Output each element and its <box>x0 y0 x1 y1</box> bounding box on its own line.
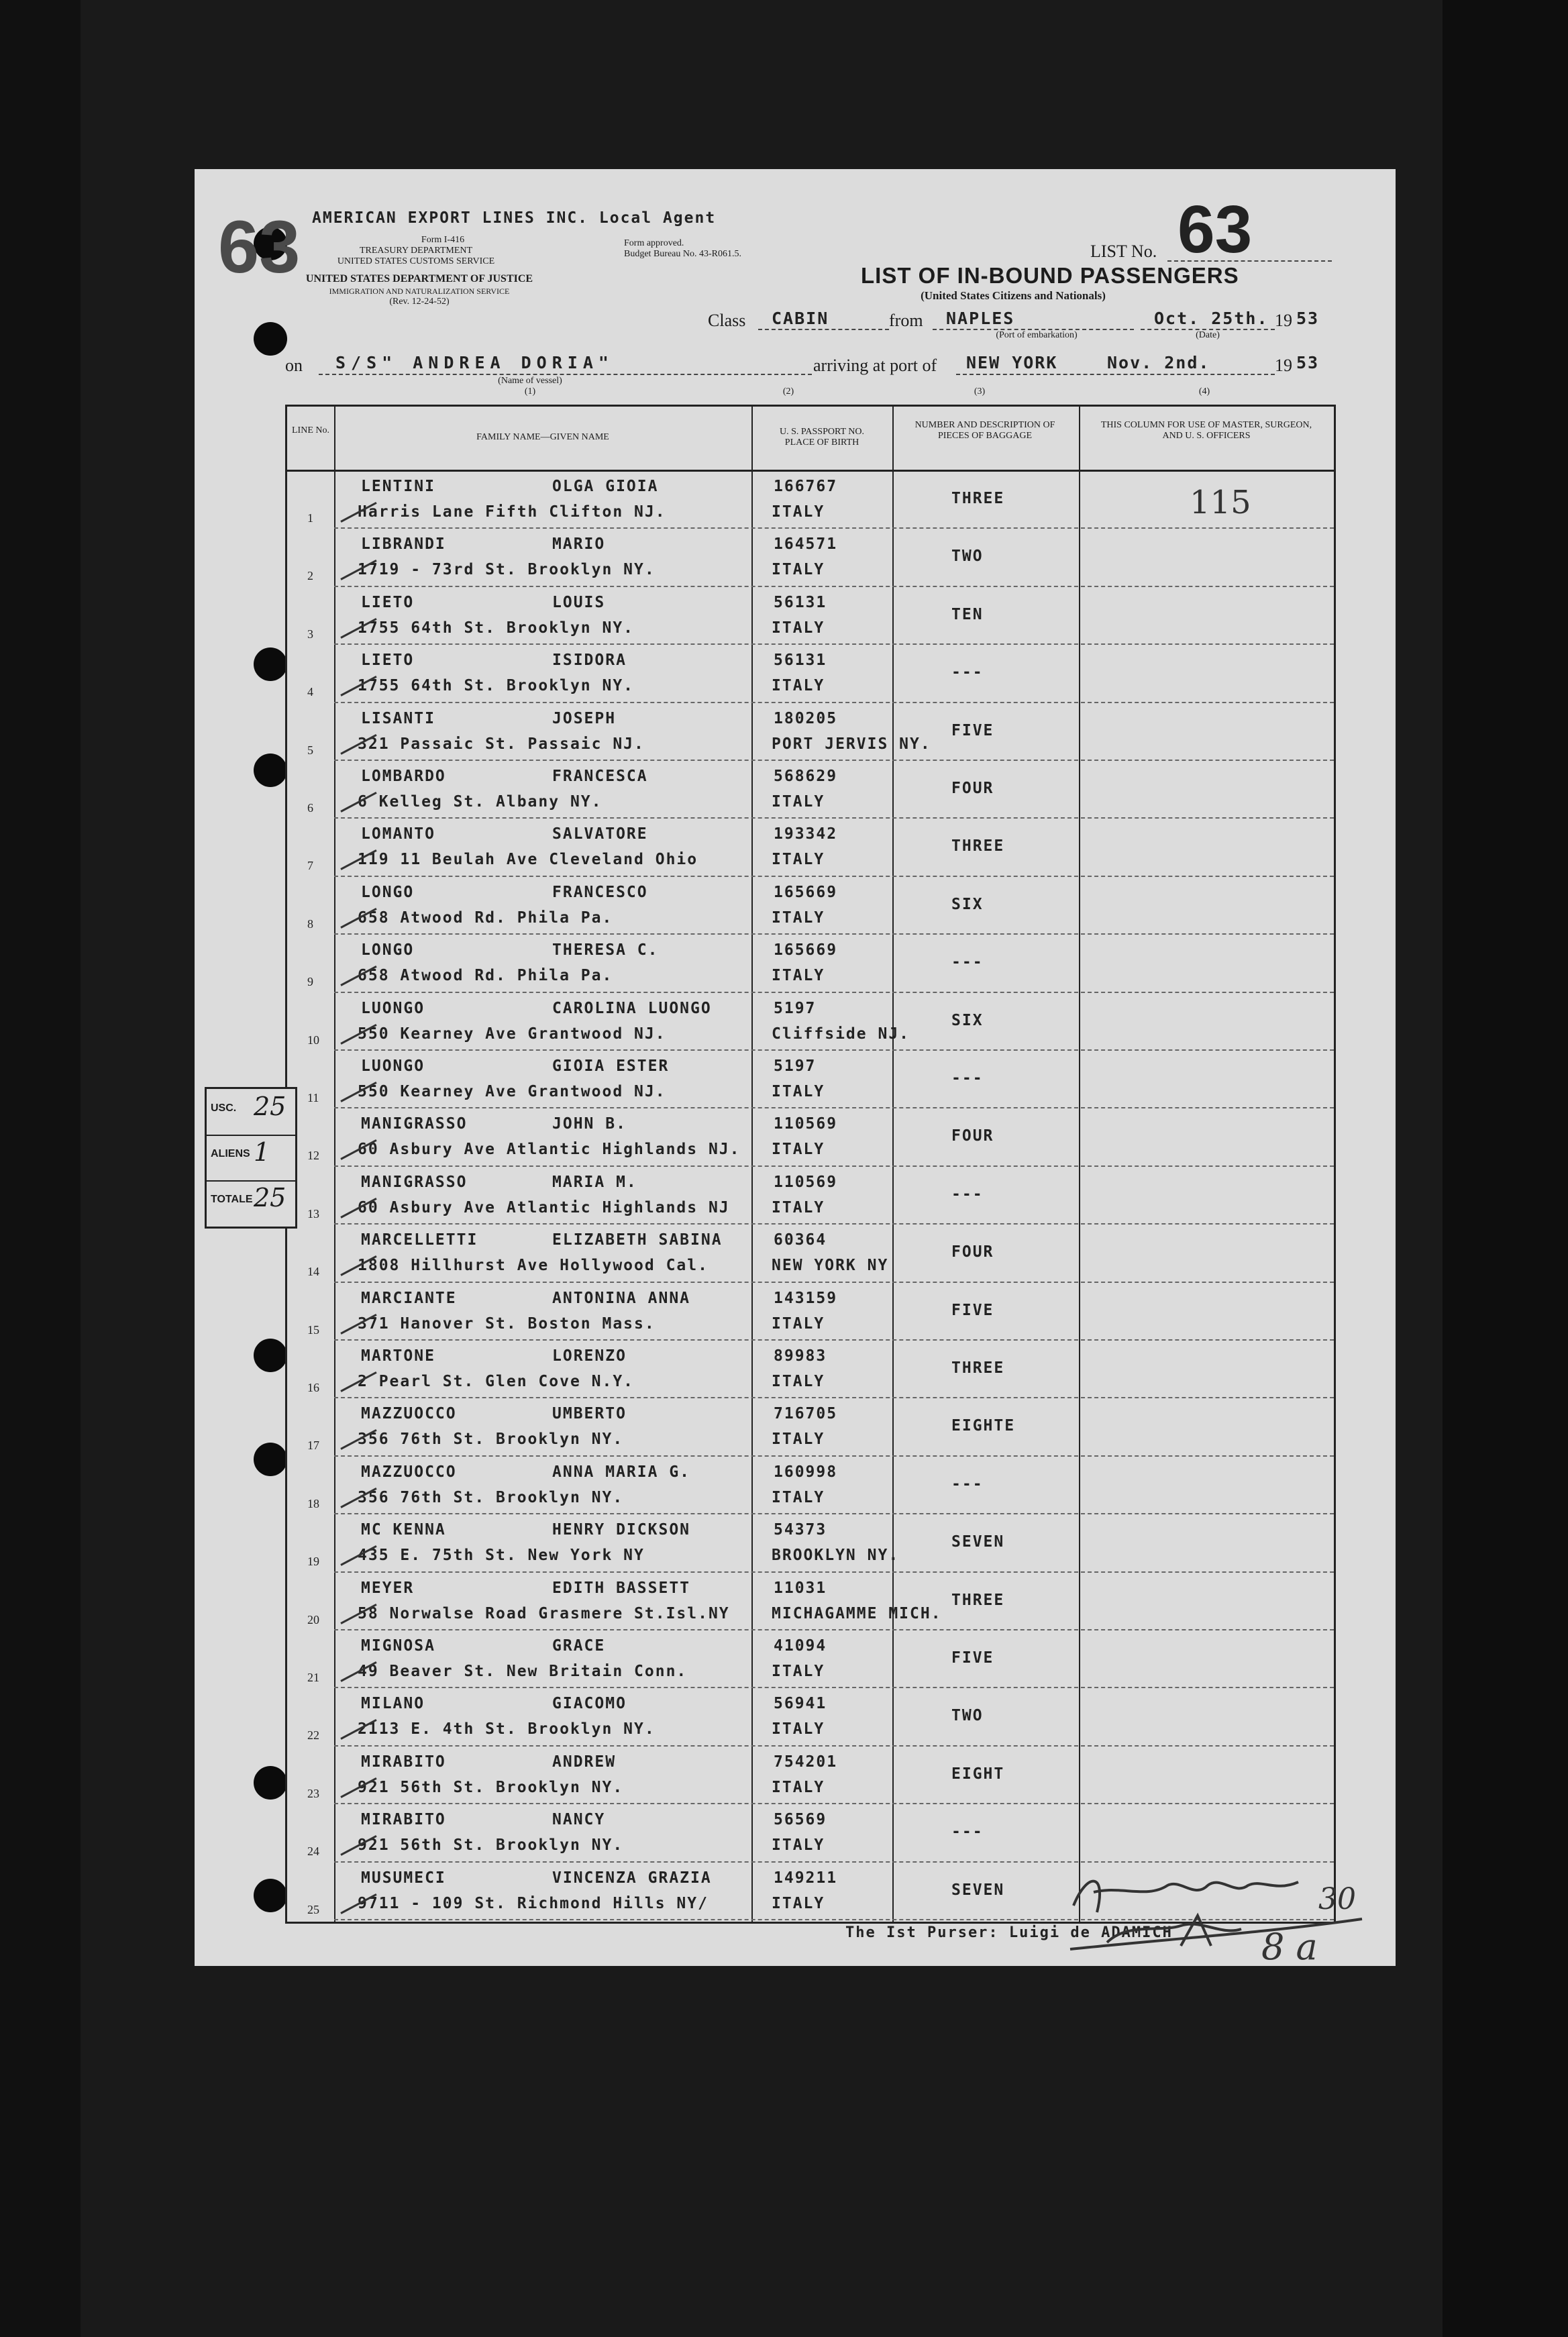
family-name: LONGO <box>361 883 415 901</box>
line-number: 12 <box>307 1149 319 1163</box>
line-number: 24 <box>307 1845 319 1859</box>
family-name: MARCIANTE <box>361 1289 457 1307</box>
address: 550 Kearney Ave Grantwood NJ. <box>358 1025 666 1043</box>
col-passport: U. S. PASSPORT NO. PLACE OF BIRTH <box>780 427 864 448</box>
col-name: FAMILY NAME—GIVEN NAME <box>476 432 609 442</box>
table-row <box>287 1574 1334 1632</box>
form-approved: Form approved. <box>624 238 684 248</box>
passport-number: 110569 <box>774 1173 838 1191</box>
table-row <box>287 762 1334 821</box>
table-row <box>287 1342 1334 1400</box>
handwritten-signature <box>1067 1859 1369 1966</box>
passport-number: 165669 <box>774 941 838 959</box>
birthplace: ITALY <box>772 1431 825 1449</box>
given-name: JOHN B. <box>552 1115 627 1133</box>
baggage-count: FIVE <box>951 1649 994 1667</box>
baggage-count: TEN <box>951 605 984 623</box>
table-row <box>287 878 1334 937</box>
given-name: MARIA M. <box>552 1173 637 1191</box>
given-name: ANNA MARIA G. <box>552 1463 691 1481</box>
line-number: 19 <box>307 1555 319 1569</box>
given-name: LOUIS <box>552 593 606 611</box>
baggage-count: EIGHT <box>951 1765 1005 1783</box>
arrival-year-prefix: 19 <box>1275 356 1292 375</box>
family-name: LIETO <box>361 593 415 611</box>
arrival-year: 53 <box>1296 353 1320 372</box>
family-name: MARCELLETTI <box>361 1231 478 1249</box>
address: 1755 64th St. Brooklyn NY. <box>358 619 635 637</box>
line-number: 6 <box>307 801 313 815</box>
table-row <box>287 1110 1334 1168</box>
baggage-count: --- <box>951 1185 984 1203</box>
birthplace: ITALY <box>772 967 825 985</box>
table-row <box>287 705 1334 763</box>
class-value: CABIN <box>772 309 829 328</box>
address: Harris Lane Fifth Clifton NJ. <box>358 503 666 521</box>
passport-number: 56569 <box>774 1811 827 1829</box>
table-row <box>287 1226 1334 1284</box>
given-name: JOSEPH <box>552 709 617 727</box>
birthplace: ITALY <box>772 1894 825 1912</box>
baggage-count: FOUR <box>951 1127 994 1145</box>
birthplace: ITALY <box>772 1083 825 1100</box>
line-number: 20 <box>307 1612 319 1626</box>
table-row <box>287 1400 1334 1458</box>
col4-number: (4) <box>1198 386 1210 397</box>
line-number: 14 <box>307 1265 319 1279</box>
family-name: MANIGRASSO <box>361 1173 468 1191</box>
birthplace: NEW YORK NY <box>772 1257 889 1275</box>
ins: IMMIGRATION AND NATURALIZATION SERVICE <box>329 287 510 296</box>
line-number: 9 <box>307 975 313 989</box>
line-number: 4 <box>307 685 313 699</box>
table-row <box>287 472 1334 531</box>
from-label: from <box>889 311 923 330</box>
birthplace: PORT JERVIS NY. <box>772 735 931 753</box>
scan-border-right <box>1443 0 1568 2337</box>
birthplace: ITALY <box>772 1488 825 1506</box>
address: 60 Asbury Ave Atlantic Highlands NJ. <box>358 1141 741 1159</box>
given-name: THERESA C. <box>552 941 659 959</box>
family-name: MARTONE <box>361 1347 435 1365</box>
line-number: 3 <box>307 627 313 641</box>
address: 49 Beaver St. New Britain Conn. <box>358 1663 688 1680</box>
given-name: GIACOMO <box>552 1695 627 1713</box>
address: 550 Kearney Ave Grantwood NJ. <box>358 1083 666 1100</box>
table-row <box>287 530 1334 588</box>
vessel-caption: (Name of vessel) <box>498 376 562 386</box>
table-row <box>287 1806 1334 1864</box>
table-row <box>287 820 1334 878</box>
address: 921 56th St. Brooklyn NY. <box>358 1836 624 1855</box>
baggage-count: SIX <box>951 895 984 913</box>
table-row <box>287 1516 1334 1574</box>
page-title: LIST OF IN-BOUND PASSENGERS <box>861 263 1239 288</box>
handwritten-note: 8 a <box>1261 1926 1318 1968</box>
given-name: OLGA GIOIA <box>552 478 659 495</box>
given-name: ANTONINA ANNA <box>552 1289 691 1307</box>
purser-signature-line: The Ist Purser: Luigi de ADAMICH <box>845 1924 1173 1941</box>
address: 1808 Hillhurst Ave Hollywood Cal. <box>358 1257 709 1275</box>
table-row <box>287 1284 1334 1343</box>
address: 658 Atwood Rd. Phila Pa. <box>358 908 613 927</box>
passport-number: 754201 <box>774 1753 838 1771</box>
given-name: GRACE <box>552 1637 606 1655</box>
address: 371 Hanover St. Boston Mass. <box>358 1314 656 1333</box>
address: 58 Norwalse Road Grasmere St.Isl.NY <box>358 1604 730 1622</box>
address: 6 Kelleg St. Albany NY. <box>358 793 603 811</box>
baggage-count: SEVEN <box>951 1533 1005 1551</box>
passport-number: 165669 <box>774 883 838 901</box>
family-name: MIRABITO <box>361 1811 446 1829</box>
table-row <box>287 1632 1334 1690</box>
line-number: 23 <box>307 1786 319 1800</box>
line-number: 15 <box>307 1322 319 1337</box>
baggage-count: --- <box>951 953 984 972</box>
address: 921 56th St. Brooklyn NY. <box>358 1778 624 1796</box>
line-number: 18 <box>307 1496 319 1510</box>
customs-service: UNITED STATES CUSTOMS SERVICE <box>337 256 495 266</box>
given-name: LORENZO <box>552 1347 627 1365</box>
birthplace: ITALY <box>772 851 825 869</box>
line-number: 22 <box>307 1728 319 1743</box>
table-row <box>287 1690 1334 1748</box>
birthplace: ITALY <box>772 619 825 637</box>
passport-number: 160998 <box>774 1463 838 1481</box>
family-name: LOMBARDO <box>361 768 446 785</box>
family-name: LUONGO <box>361 999 425 1017</box>
table-row <box>287 936 1334 994</box>
passport-number: 89983 <box>774 1347 827 1365</box>
address: 119 11 Beulah Ave Cleveland Ohio <box>358 851 698 869</box>
given-name: FRANCESCO <box>552 883 648 901</box>
address: 356 76th St. Brooklyn NY. <box>358 1431 624 1449</box>
birthplace: Cliffside NJ. <box>772 1025 910 1043</box>
family-name: LONGO <box>361 941 415 959</box>
given-name: GIOIA ESTER <box>552 1057 670 1075</box>
table-row <box>287 1168 1334 1227</box>
baggage-count: THREE <box>951 1591 1005 1609</box>
family-name: MUSUMECI <box>361 1869 446 1887</box>
address: 9711 - 109 St. Richmond Hills NY/ <box>358 1894 709 1912</box>
punch-hole <box>254 754 287 787</box>
baggage-count: --- <box>951 664 984 682</box>
baggage-count: THREE <box>951 490 1005 507</box>
passport-number: 54373 <box>774 1521 827 1539</box>
table-row <box>287 646 1334 705</box>
family-name: MAZZUOCCO <box>361 1405 457 1423</box>
baggage-count: FOUR <box>951 1243 994 1261</box>
family-name: MAZZUOCCO <box>361 1463 457 1481</box>
given-name: CAROLINA LUONGO <box>552 999 712 1017</box>
list-number: 63 <box>1178 192 1253 267</box>
passenger-table <box>285 405 1336 1924</box>
arrival-date: Nov. 2nd. <box>1107 353 1210 372</box>
family-name: LISANTI <box>361 709 435 727</box>
family-name: MEYER <box>361 1579 415 1597</box>
birthplace: MICHAGAMME MICH. <box>772 1604 942 1622</box>
birthplace: ITALY <box>772 1836 825 1855</box>
col-officers: THIS COLUMN FOR USE OF MASTER, SURGEON, AND U. S. OFFICERS <box>1100 420 1312 441</box>
col1-number: (1) <box>524 386 536 397</box>
family-name: MANIGRASSO <box>361 1115 468 1133</box>
passport-number: 56941 <box>774 1695 827 1713</box>
family-name: MILANO <box>361 1695 425 1713</box>
address: 2113 E. 4th St. Brooklyn NY. <box>358 1720 656 1738</box>
col2-number: (2) <box>782 386 794 397</box>
passport-number: 5197 <box>774 999 817 1017</box>
baggage-count: THREE <box>951 1359 1005 1377</box>
form-revision: (Rev. 12-24-52) <box>389 297 450 307</box>
baggage-count: TWO <box>951 1707 984 1725</box>
punch-hole <box>254 647 287 681</box>
baggage-count: SEVEN <box>951 1881 1005 1899</box>
punch-hole <box>254 1443 287 1476</box>
punch-hole <box>254 322 287 356</box>
table-row <box>287 1458 1334 1516</box>
punch-hole <box>254 1879 287 1912</box>
address: 2 Pearl St. Glen Cove N.Y. <box>358 1373 635 1390</box>
passport-number: 56131 <box>774 593 827 611</box>
line-number: 11 <box>307 1091 319 1104</box>
family-name: LUONGO <box>361 1057 425 1075</box>
arriving-label: arriving at port of <box>813 356 937 375</box>
given-name: ELIZABETH SABINA <box>552 1231 723 1249</box>
embark-caption: (Port of embarkation) <box>996 330 1078 340</box>
scan-border-left <box>0 0 81 2337</box>
address: 356 76th St. Brooklyn NY. <box>358 1488 624 1506</box>
address: 1755 64th St. Brooklyn NY. <box>358 677 635 695</box>
aliens-value: 1 <box>254 1137 270 1167</box>
given-name: ANDREW <box>552 1753 617 1771</box>
table-row <box>287 588 1334 647</box>
family-name: MIGNOSA <box>361 1637 435 1655</box>
birthplace: ITALY <box>772 561 825 579</box>
birthplace: BROOKLYN NY. <box>772 1547 900 1565</box>
passport-number: 41094 <box>774 1637 827 1655</box>
line-number: 17 <box>307 1439 319 1453</box>
baggage-count: --- <box>951 1475 984 1493</box>
line-number: 7 <box>307 859 313 873</box>
address: 435 E. 75th St. New York NY <box>358 1547 645 1565</box>
birthplace: ITALY <box>772 1778 825 1796</box>
passport-number: 60364 <box>774 1231 827 1249</box>
baggage-count: FIVE <box>951 721 994 739</box>
family-name: LIBRANDI <box>361 535 446 554</box>
line-number: 8 <box>307 917 313 931</box>
agent-line: AMERICAN EXPORT LINES INC. Local Agent <box>312 209 717 227</box>
page-subtitle: (United States Citizens and Nationals) <box>921 289 1106 302</box>
given-name: UMBERTO <box>552 1405 627 1423</box>
line-number: 13 <box>307 1206 319 1221</box>
line-number: 2 <box>307 569 313 583</box>
col3-number: (3) <box>974 386 986 397</box>
tally-box <box>205 1087 297 1229</box>
line-number: 25 <box>307 1902 319 1916</box>
address: 1719 - 73rd St. Brooklyn NY. <box>358 561 656 579</box>
given-name: HENRY DICKSON <box>552 1521 691 1539</box>
sail-date: Oct. 25th. <box>1154 309 1269 328</box>
given-name: NANCY <box>552 1811 606 1829</box>
birthplace: ITALY <box>772 1373 825 1390</box>
handwritten-number: 30 <box>1318 1882 1356 1916</box>
birthplace: ITALY <box>772 1314 825 1333</box>
passport-number: 5197 <box>774 1057 817 1075</box>
given-name: ISIDORA <box>552 652 627 670</box>
on-label: on <box>285 356 303 375</box>
treasury-dept: TREASURY DEPARTMENT <box>359 246 473 256</box>
table-row <box>287 994 1334 1053</box>
baggage-count: EIGHTE <box>951 1417 1016 1435</box>
usc-value: 25 <box>254 1092 286 1121</box>
passport-number: 193342 <box>774 825 838 843</box>
passport-number: 166767 <box>774 478 838 495</box>
given-name: MARIO <box>552 535 606 554</box>
passport-number: 110569 <box>774 1115 838 1133</box>
birthplace: ITALY <box>772 677 825 695</box>
birthplace: ITALY <box>772 503 825 521</box>
address: 60 Asbury Ave Atlantic Highlands NJ <box>358 1198 730 1216</box>
family-name: MIRABITO <box>361 1753 446 1771</box>
given-name: EDITH BASSETT <box>552 1579 691 1597</box>
passport-number: 568629 <box>774 768 838 785</box>
tally-row-aliens <box>207 1135 295 1182</box>
aliens-label: ALIENS <box>211 1148 250 1159</box>
year-prefix: 19 <box>1275 311 1292 330</box>
birthplace: ITALY <box>772 1663 825 1680</box>
birthplace: ITALY <box>772 793 825 811</box>
baggage-count: --- <box>951 1070 984 1087</box>
usc-label: USC. <box>211 1102 237 1114</box>
passport-number: 180205 <box>774 709 838 727</box>
family-name: MC KENNA <box>361 1521 446 1539</box>
budget-bureau: Budget Bureau No. 43-R061.5. <box>624 249 741 259</box>
passport-number: 143159 <box>774 1289 838 1307</box>
list-no-label: LIST No. <box>1090 242 1157 261</box>
address: 658 Atwood Rd. Phila Pa. <box>358 967 613 985</box>
table-row <box>287 1748 1334 1806</box>
date-caption: (Date) <box>1196 330 1220 340</box>
birthplace: ITALY <box>772 1198 825 1216</box>
punch-hole <box>254 1339 287 1372</box>
birthplace: ITALY <box>772 1720 825 1738</box>
passport-number: 56131 <box>774 652 827 670</box>
line-number: 16 <box>307 1381 319 1394</box>
passport-number: 11031 <box>774 1579 827 1597</box>
baggage-count: FIVE <box>951 1301 994 1319</box>
family-name: LOMANTO <box>361 825 435 843</box>
given-name: FRANCESCA <box>552 768 648 785</box>
line-number: 10 <box>307 1033 319 1047</box>
officer-note: 115 <box>1190 484 1251 521</box>
baggage-count: THREE <box>951 837 1005 855</box>
col-line-no: LINE No. <box>292 425 329 435</box>
form-id: Form I-416 <box>421 235 465 245</box>
total-value: 25 <box>254 1183 286 1212</box>
family-name: LENTINI <box>361 478 435 495</box>
passport-number: 149211 <box>774 1869 838 1887</box>
address: 321 Passaic St. Passaic NJ. <box>358 735 645 753</box>
arrival-port: NEW YORK <box>966 353 1058 372</box>
tally-row-usc <box>207 1089 295 1136</box>
sail-year: 53 <box>1296 309 1320 328</box>
class-label: Class <box>708 311 746 330</box>
baggage-count: --- <box>951 1823 984 1841</box>
col-baggage: NUMBER AND DESCRIPTION OF PIECES OF BAGGAGE <box>914 420 1055 441</box>
vessel-name: S/S" ANDREA DORIA" <box>335 353 614 372</box>
justice-dept: UNITED STATES DEPARTMENT OF JUSTICE <box>305 273 533 284</box>
given-name: VINCENZA GRAZIA <box>552 1869 712 1887</box>
line-number: 21 <box>307 1671 319 1684</box>
family-name: LIETO <box>361 652 415 670</box>
total-label: TOTALE <box>211 1194 253 1205</box>
punch-hole <box>254 1766 287 1800</box>
line-number: 1 <box>307 511 313 525</box>
given-name: SALVATORE <box>552 825 648 843</box>
baggage-count: FOUR <box>951 780 994 797</box>
tally-row-total <box>207 1180 295 1226</box>
birthplace: ITALY <box>772 1141 825 1159</box>
sheet-number-stamp: 63 <box>218 206 301 289</box>
line-number: 5 <box>307 743 313 757</box>
passport-number: 716705 <box>774 1405 838 1423</box>
embark-port: NAPLES <box>946 309 1015 328</box>
baggage-count: SIX <box>951 1011 984 1029</box>
birthplace: ITALY <box>772 908 825 927</box>
baggage-count: TWO <box>951 548 984 566</box>
table-row <box>287 1052 1334 1110</box>
passport-number: 164571 <box>774 535 838 554</box>
